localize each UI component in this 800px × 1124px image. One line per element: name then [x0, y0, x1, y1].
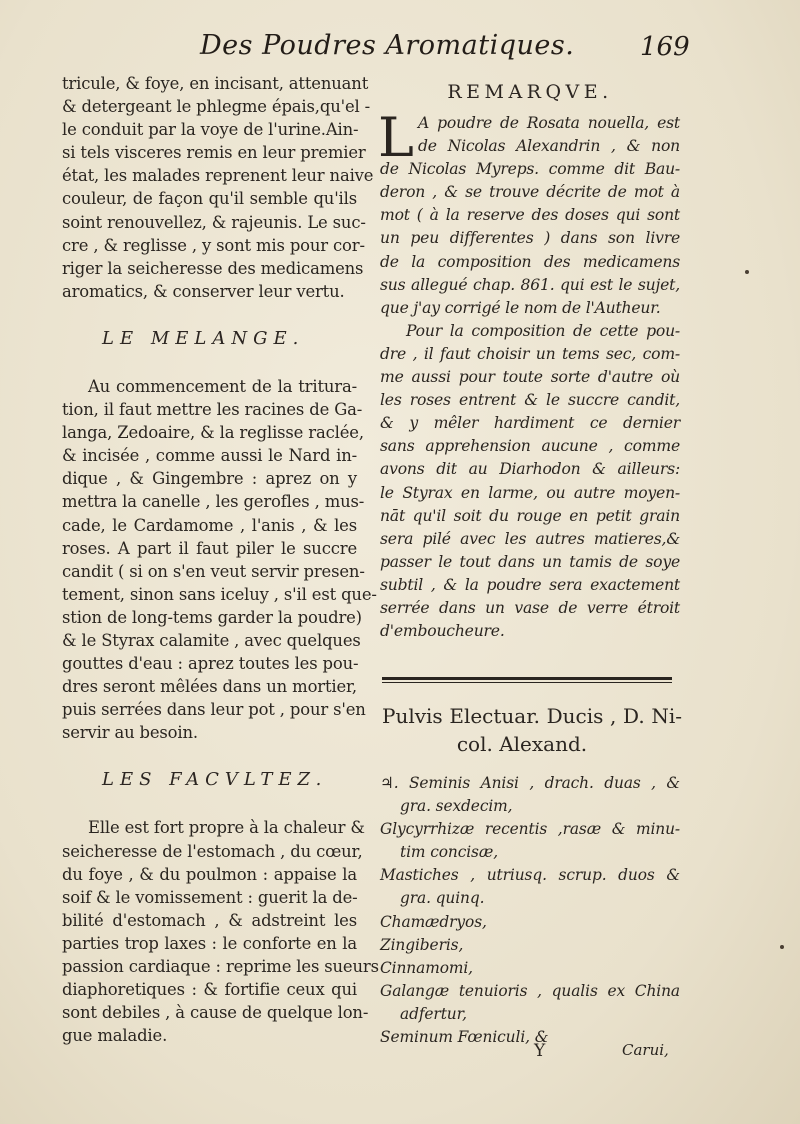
text-line: subtil , & la poudre sera exactement	[380, 575, 680, 594]
text-line: & le Styrax calamite , avec quelques	[62, 630, 361, 650]
text-line: riger la seicheresse des medicamens	[62, 258, 364, 278]
text-line: bilité d'estomach , & adstreint les	[62, 910, 357, 930]
recipe-title-line: col. Alexand.	[456, 732, 588, 756]
text-line: puis serrées dans leur pot , pour s'en	[62, 700, 366, 720]
text-line: gouttes d'eau : aprez toutes les pou-	[62, 654, 359, 674]
ingredient-line: ♃. Seminis Anisi , drach. duas , &	[380, 774, 680, 792]
ingredient-line: gra. quinq.	[400, 889, 485, 908]
running-head-title: Des Poudres Aromatiques.	[200, 30, 575, 61]
text-line: candit ( si on s'en veut servir presen-	[62, 561, 365, 581]
text-line: & detergeant le phlegme épais,qu'el -	[62, 97, 371, 117]
ingredient-line: tim concisæ,	[400, 843, 498, 862]
text-line: sans apprehension aucune , comme	[380, 437, 680, 456]
ingredient-line: Galangæ tenuioris , qualis ex China	[380, 981, 680, 1000]
text-line: de Nicolas Alexandrin , & non	[418, 137, 680, 156]
text-line: Elle est fort propre à la chaleur &	[88, 818, 365, 838]
ornamental-rule	[382, 677, 672, 680]
text-line: cade, le Cardamome , l'anis , & les	[62, 515, 357, 535]
text-line: avons dit au Diarhodon & ailleurs:	[380, 460, 680, 479]
right-column	[380, 72, 680, 643]
text-line: servir au besoin.	[62, 723, 198, 743]
drop-cap: L	[378, 106, 414, 169]
text-line: sera pilé avec les autres matieres,&	[380, 529, 680, 548]
catchline	[0, 1041, 800, 1065]
text-line: & incisée , comme aussi le Nard in-	[62, 446, 357, 466]
text-line: passion cardiaque : reprime les sueurs	[62, 957, 379, 976]
text-line: un peu differentes ) dans son livre	[380, 229, 680, 248]
recipe-title-line: Pulvis Electuar. Ducis , D. Ni-	[382, 704, 682, 728]
ornamental-rule-thin	[382, 682, 672, 683]
ingredient-line: Zingiberis,	[380, 935, 464, 954]
text-line: les roses entrent & le succre candit,	[380, 391, 680, 410]
text-line: A poudre de Rosata nouella, est	[418, 114, 680, 132]
catchword: Carui,	[622, 1041, 669, 1059]
ingredient-line: Cinnamomi,	[380, 958, 473, 977]
left-column	[62, 72, 379, 1047]
text-line: cre , & reglisse , y sont mis pour cor-	[62, 235, 365, 255]
paragraph-continuation	[62, 72, 374, 303]
ingredient-line: Glycyrrhizæ recentis ,rasæ & minu-	[380, 820, 680, 839]
paragraph-facultez	[62, 816, 379, 1047]
text-line: de Nicolas Myreps. comme dit Bau-	[380, 160, 680, 179]
ingredient-line: Seminum Fœniculi, &	[380, 1028, 549, 1047]
text-line: langa, Zedoaire, & la reglisse raclée,	[62, 423, 364, 443]
text-line: état, les malades reprenent leur naive	[62, 166, 374, 186]
text-line: seicheresse de l'estomach , du cœur,	[62, 841, 363, 861]
section-heading-remarque: REMARQVE.	[447, 81, 613, 103]
text-line: serrée dans un vase de verre étroit	[380, 598, 680, 617]
text-line: couleur, de façon qu'il semble qu'ils	[62, 189, 357, 209]
text-line: roses. A part il faut piler le succre	[62, 538, 357, 558]
text-line: tricule, & foye, en incisant, attenuant	[62, 74, 369, 93]
text-line: gue maladie.	[62, 1026, 168, 1046]
ink-spot	[745, 270, 749, 274]
text-line: soint renouvellez, & rajeunis. Le suc-	[62, 212, 366, 232]
text-line: parties trop laxes : le conforte en la	[62, 933, 357, 953]
text-line: nāt qu'il soit du rouge en petit grain	[380, 506, 680, 525]
section-heading-melange: LE MELANGE.	[102, 327, 305, 349]
ingredient-line: adfertur,	[400, 1004, 467, 1023]
ingredient-line: gra. sexdecim,	[400, 797, 513, 816]
text-line: dre , il faut choisir un tems sec, com-	[380, 344, 680, 363]
text-line: que j'ay corrigé le nom de l'Autheur.	[380, 298, 661, 317]
text-line: tion, il faut mettre les racines de Ga-	[62, 400, 363, 420]
text-line: de la composition des medicamens	[380, 252, 680, 271]
text-line: diaphoretiques : & fortifie ceux qui	[62, 980, 357, 1000]
text-line: du foye , & du poulmon : appaise la	[62, 864, 357, 884]
recipe-title	[382, 702, 682, 758]
ink-spot	[780, 945, 784, 949]
text-line: Pour la composition de cette pou-	[406, 321, 680, 340]
text-line: passer le tout dans un tamis de soye	[380, 552, 680, 571]
text-line: & y mêler hardiment ce dernier	[380, 414, 680, 433]
text-line: Au commencement de la tritura-	[88, 376, 357, 396]
text-line: mettra la canelle , les gerofles , mus-	[62, 492, 365, 512]
text-line: le conduit par la voye de l'urine.Ain-	[62, 120, 359, 140]
ingredient-line: Mastiches , utriusq. scrup. duos &	[380, 866, 680, 885]
text-line: dres seront mêlées dans un mortier,	[62, 677, 357, 697]
text-line: deron , & se trouve décrite de mot à	[380, 183, 680, 202]
text-line: le Styrax en larme, ou autre moyen-	[380, 483, 680, 502]
text-line: tement, sinon sans iceluy , s'il est que-	[62, 584, 377, 604]
ingredient-line: Chamædryos,	[380, 912, 487, 931]
page-number: 169	[640, 32, 690, 62]
text-line: mot ( à la reserve des doses qui sont	[380, 206, 680, 225]
text-line: sus allegué chap. 861. qui est le sujet,	[380, 275, 680, 294]
text-line: si tels visceres remis en leur premier	[62, 143, 366, 163]
text-line: sont debiles , à cause de quelque lon-	[62, 1003, 369, 1023]
text-line: dique , & Gingembre : aprez on y	[62, 469, 357, 489]
text-line: d'emboucheure.	[380, 622, 505, 641]
paragraph-melange	[62, 375, 377, 745]
recipe-ingredients	[380, 772, 680, 1049]
text-line: aromatics, & conserver leur vertu.	[62, 281, 345, 301]
text-line: stion de long-tems garder la poudre)	[62, 607, 362, 627]
text-line: me aussi pour toute sorte d'autre où	[380, 368, 680, 387]
section-heading-facultez: LES FACVLTEZ.	[102, 769, 328, 791]
signature-mark: Y	[534, 1041, 546, 1061]
remark-paragraph	[378, 106, 680, 643]
running-head	[0, 30, 800, 70]
text-line: soif & le vomissement : guerit la de-	[62, 887, 358, 907]
